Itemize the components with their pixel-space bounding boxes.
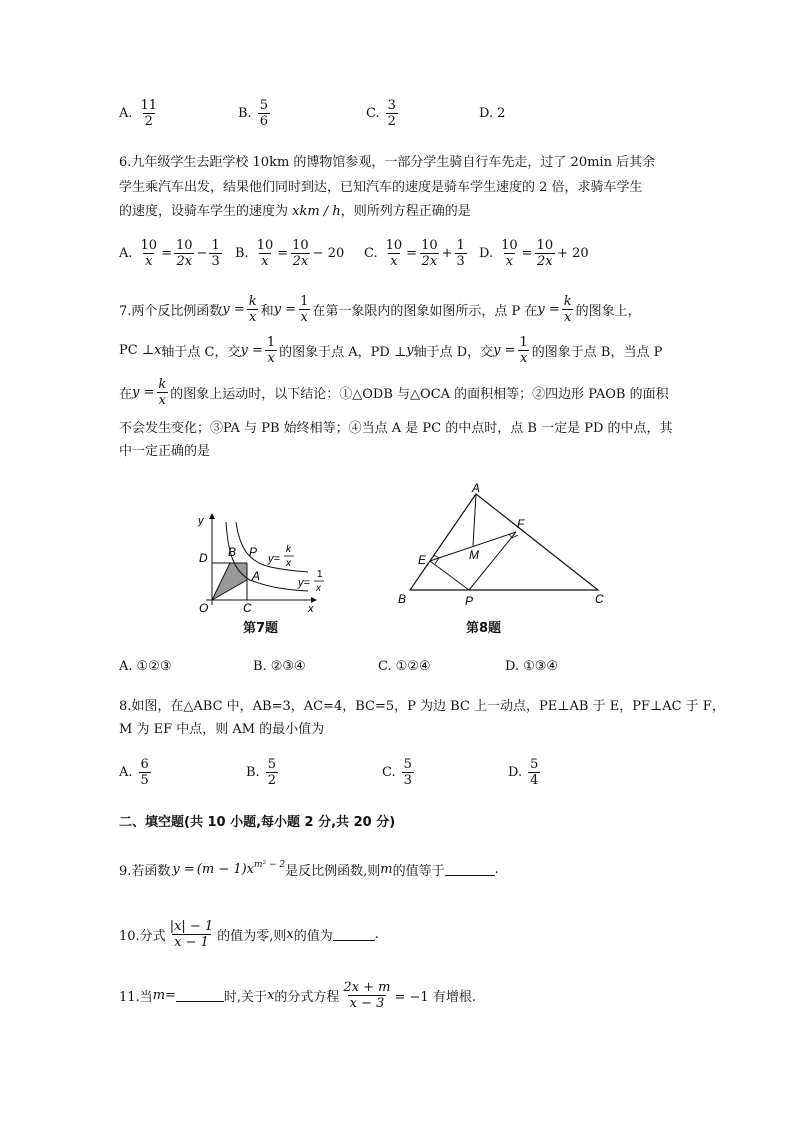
label-e: E [418,553,427,567]
q8-option-c: C. $\frac{5}{3}$ [382,757,412,788]
q8-line-2: M 为 EF 中点，则 AM 的最小值为 [119,722,325,737]
q6-line-1: 6.九年级学生去距学校 10km 的博物馆参观，一部分学生骑自行车先走，过了 20min 后其余 [119,155,656,170]
q7-option-b: B. ②③④ [253,659,306,674]
label-x: x [308,603,314,615]
fraction: $\frac{5}{6}$ [259,98,268,129]
q6-line-3: 的速度，设骑车学生的速度为 xkm / h，则所列方程正确的是 [119,204,471,219]
triangle-abc [410,494,598,590]
q8-line-1: 8.如图，在△ABC 中，AB=3，AC=4，BC=5，P 为边 BC 上一动点，PE⊥AB 于 E，PF⊥AC 于 F， [119,699,725,714]
q9-answer-blank[interactable] [445,863,495,876]
q10: 10.分式 $\frac{|x| - 1}{x - 1}$ 的值为零,则 x 的值为 . [119,919,379,950]
q7-line-5: 中一定正确的是 [119,444,211,459]
label-b: B [398,592,407,606]
figure-8-caption: 第8题 [466,621,502,636]
figure-7-caption: 第7题 [243,621,279,636]
curve-label-k-num: k [286,544,291,555]
q6-option-a: A. $\frac{10}{x}$ = $\frac{10}{2x}$ − $\frac{1}{3}$ [119,238,220,269]
q6-option-b: B. $\frac{10}{x}$ = $\frac{10}{2x}$ − 20 [235,238,345,269]
label-c: C [595,592,604,606]
q5-option-c: C. $\frac{3}{2}$ [366,98,396,129]
label-c: C [243,601,252,615]
curve-label-1-den: x [316,583,321,594]
fraction: $\frac{3}{2}$ [387,98,396,129]
section-2-title: 二、填空题(共 10 小题,每小题 2 分,共 20 分) [119,815,396,830]
q7-line-3: 在 y = $\frac{k}{x}$ 的图象上运动时，以下结论：①△ODB 与△OCA 的面积相等；②四边形 PAOB 的面积 [119,377,669,408]
q6-line-2: 学生乘汽车出发，结果他们同时到达，已知汽车的速度是骑车学生速度的 2 倍，求骑车学生 [119,180,643,195]
q7-option-d: D. ①③④ [505,659,559,674]
y-axis-arrow-icon [209,513,215,519]
q7-line-2: PC ⊥ x 轴于点 C，交 y = $\frac{1}{x}$ 的图象于点 A，PD ⊥ y 轴于点 D，交 y = $\frac{1}{x}$ 的图象于点 B，当点 P [119,335,663,366]
curve-label-k: y= [268,553,280,565]
q6-option-c: C. $\frac{10}{x}$ = $\frac{10}{2x}$ + $\frac{1}{3}$ [364,238,465,269]
label-p: P [249,545,258,559]
q7-option-c: C. ①②④ [378,659,431,674]
label-a: A [252,569,261,583]
curve-label-k-den: x [286,558,291,569]
figure-8 [392,482,612,612]
shaded-quadrilateral [212,563,247,600]
curve-label-1-num: 1 [317,569,323,580]
label-d: D [199,551,208,565]
label-a: A [472,482,481,495]
label-f: F [517,517,525,531]
q7-option-a: A. ①②③ [119,659,172,674]
q6-option-d: D. $\frac{10}{x}$ = $\frac{10}{2x}$ + 20 [479,238,589,269]
q7-line-4: 不会发生变化；③PA 与 PB 始终相等；④当点 A 是 PC 的中点时，点 B 一定是 PD 的中点，其 [119,421,673,436]
q8-option-d: D. $\frac{5}{4}$ [508,757,539,788]
q5-option-d: D. 2 [479,106,506,121]
q8-option-b: B. $\frac{5}{2}$ [246,757,276,788]
q5-option-a: A. $\frac{11}{2}$ [119,98,158,129]
label-y: y [198,515,204,527]
fraction: $\frac{11}{2}$ [140,98,158,129]
label-m: M [469,548,479,562]
q11: 11.当 m = 时,关于 x 的分式方程 $\frac{2x + m}{x - 3}$ = −1 有增根. [119,980,476,1011]
segment-pe [430,561,469,590]
q9: 9.若函数 y = (m − 1)x $^{m^2 - 2}$ 是反比例函数,则 m 的值等于 . [119,859,499,879]
q5-option-b: B. $\frac{5}{6}$ [238,98,268,129]
q7-line-1: 7.两个反比例函数 y = $\frac{k}{x}$ 和 y = $\frac{1}{x}$ 在第一象限内的图象如图所示，点 P 在 y = $\frac{k}{x}$ 的图象上， [119,294,641,325]
q8-option-a: A. $\frac{6}{5}$ [119,757,149,788]
q11-answer-blank[interactable] [176,989,224,1002]
label-o: O [199,601,209,615]
segment-am [473,494,476,546]
q10-answer-blank[interactable] [333,928,375,941]
label-p: P [465,594,474,608]
curve-label-1: y= [298,577,310,589]
label-b: B [228,545,237,559]
